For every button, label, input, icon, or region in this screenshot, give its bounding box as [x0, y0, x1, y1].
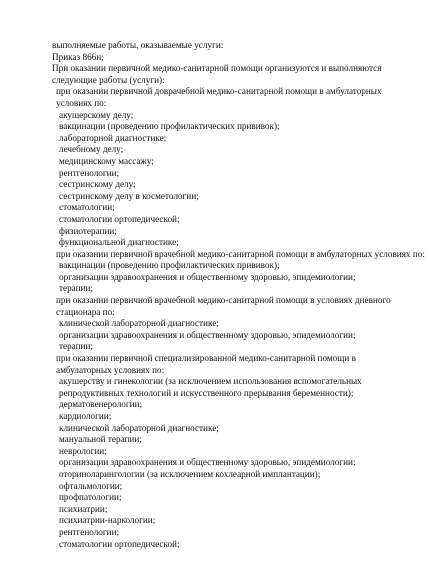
document-line: клинической лабораторной диагностике; [59, 318, 219, 329]
document-line: психиатрии-наркологии; [59, 515, 156, 526]
document-line: рентгенологии; [59, 526, 120, 537]
document-line: при оказании первичной специализированной медико-санитарной помощи в амбулаторных условиях по: [56, 353, 356, 375]
document-line: организации здравоохранения и общественному здоровью, эпидемиологии; [59, 271, 356, 282]
document-line: выполняемые работы, оказываемые услуги: [52, 40, 224, 50]
document-line: Приказ 866н; [52, 51, 104, 62]
document-line: стоматологии; [59, 202, 115, 213]
document-line: лабораторной диагностике; [59, 132, 167, 143]
document-line: акушерскому делу; [59, 109, 134, 120]
document-line: кардиологии; [59, 411, 112, 421]
document-line: мануальной терапии; [59, 434, 142, 445]
document-line: акушерству и гинекологии (за исключением использования вспомогательных репродуктивных технологий и искусственного прерывания беременности); [59, 376, 362, 398]
document-line: сестринскому делу; [59, 179, 136, 190]
document-line: функциональной диагностике; [59, 237, 179, 248]
document-line: вакцинации (проведению профилактических прививок); [59, 260, 280, 271]
document-line: вакцинации (проведению профилактических прививок); [59, 121, 280, 132]
document-line: рентгенологии; [59, 167, 120, 178]
document-line: оториноларингологии (за исключением кохлеарной имплантации); [59, 468, 321, 479]
document-line: При оказании первичной медико-санитарной помощи организуются и выполняются следующие работы (услуги): [52, 63, 382, 85]
document-line: терапии; [59, 341, 93, 352]
document-line: профпатологии; [59, 492, 122, 503]
document-line: клинической лабораторной диагностике; [59, 422, 219, 433]
document-line: стоматологии ортопедической; [59, 213, 180, 224]
document-line: организации здравоохранения и общественному здоровью, эпидемиологии; [59, 457, 356, 468]
document-line: организации здравоохранения и общественному здоровью, эпидемиологии; [59, 329, 356, 340]
document-line: стоматологии ортопедической; [59, 538, 180, 549]
document-page [52, 40, 425, 550]
document-line: физиотерапии; [59, 225, 117, 236]
document-line: при оказании первичной врачебной медико-санитарной помощи в амбулаторных условиях по: [56, 248, 425, 259]
document-line: при оказании первичной врачебной медико-санитарной помощи в условиях дневного стационара по: [56, 295, 391, 317]
document-line: лечебному делу; [59, 144, 124, 155]
document-line: психиатрии; [59, 503, 108, 514]
document-line: при оказании первичной доврачебной медико-санитарной помощи в амбулаторных условиях по: [56, 86, 382, 108]
document-line: медицинскому массажу; [59, 155, 154, 166]
document-line: сестринскому делу в косметологии; [59, 190, 199, 201]
document-line: дерматовенерологии; [59, 399, 143, 410]
document-line: офтальмологии; [59, 480, 123, 491]
document-line: неврологии; [59, 445, 107, 456]
document-line: терапии; [59, 283, 93, 294]
